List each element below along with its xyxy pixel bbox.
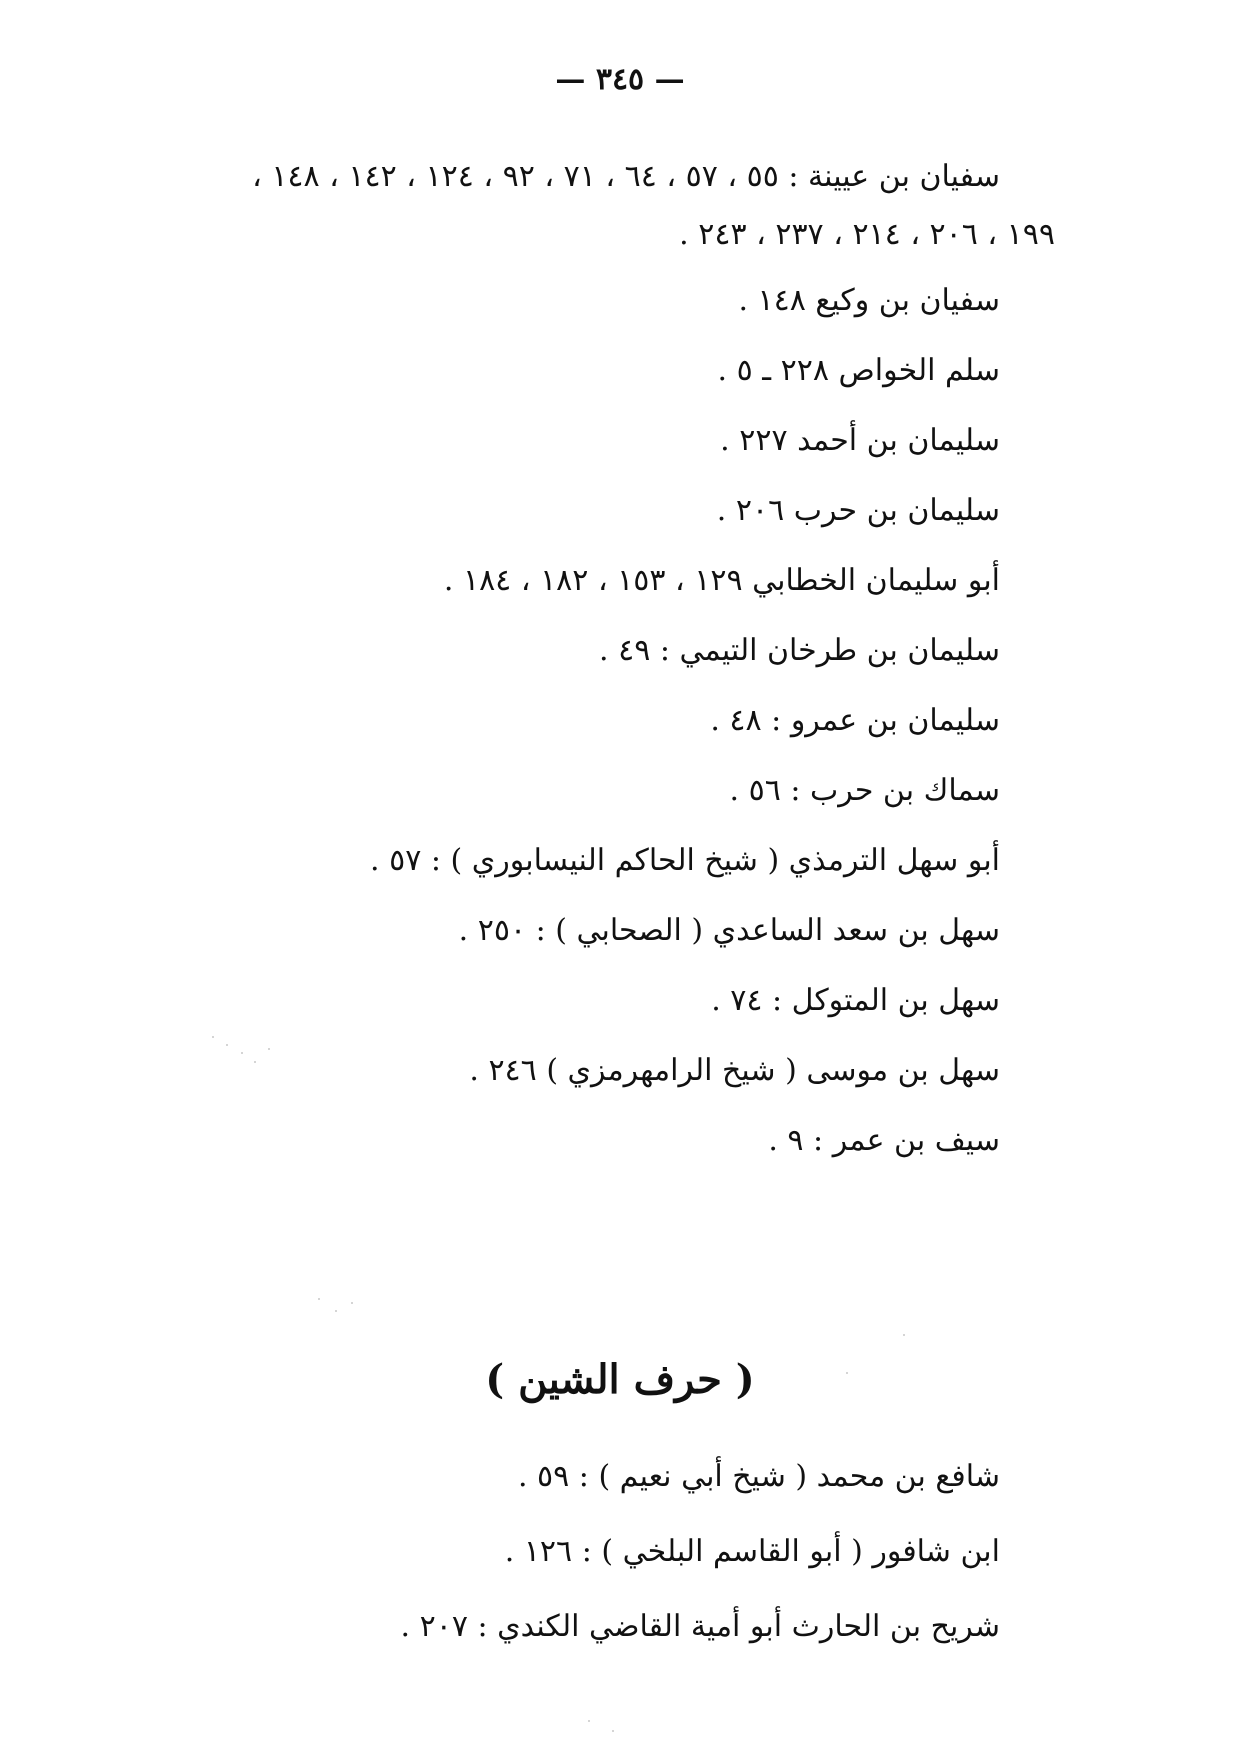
scan-speck: [254, 1061, 256, 1063]
index-entry: أبو سهل الترمذي ( شيخ الحاكم النيسابوري ) : ٥٧ .: [370, 843, 1000, 878]
index-entry: سلم الخواص ٢٢٨ ـ ٥ .: [717, 353, 1000, 388]
index-entry: سليمان بن عمرو : ٤٨ .: [710, 703, 1000, 738]
scan-speck: [612, 1730, 614, 1732]
scan-speck: [846, 1372, 848, 1374]
scan-speck: [318, 1298, 320, 1300]
index-entry-continuation: ١٩٩ ، ٢٠٦ ، ٢١٤ ، ٢٣٧ ، ٢٤٣ .: [679, 217, 1055, 252]
index-entry: سليمان بن أحمد ٢٢٧ .: [720, 423, 1000, 458]
scan-speck: [351, 1302, 353, 1304]
index-entry: سماك بن حرب : ٥٦ .: [729, 773, 1000, 808]
index-entry: أبو سليمان الخطابي ١٢٩ ، ١٥٣ ، ١٨٢ ، ١٨٤ .: [443, 563, 1000, 598]
scan-speck: [903, 1334, 905, 1336]
index-entry: سهل بن موسى ( شيخ الرامهرمزي ) ٢٤٦ .: [469, 1053, 1000, 1088]
scan-speck: [268, 1048, 270, 1050]
index-entry: ابن شافور ( أبو القاسم البلخي ) : ١٢٦ .: [504, 1534, 1000, 1569]
index-entry: سهل بن سعد الساعدي ( الصحابي ) : ٢٥٠ .: [458, 913, 1000, 948]
scan-speck: [226, 1044, 228, 1046]
index-entry: سليمان بن حرب ٢٠٦ .: [716, 493, 1000, 528]
index-entry: شافع بن محمد ( شيخ أبي نعيم ) : ٥٩ .: [517, 1459, 1000, 1494]
index-entry: سيف بن عمر : ٩ .: [768, 1123, 1000, 1158]
scan-speck: [212, 1036, 214, 1038]
section-heading: ( حرف الشين ): [485, 1356, 755, 1403]
index-entry: سفيان بن عيينة : ٥٥ ، ٥٧ ، ٦٤ ، ٧١ ، ٩٢ ، ١٢٤ ، ١٤٢ ، ١٤٨ ،: [252, 159, 1000, 194]
index-entry: شريح بن الحارث أبو أمية القاضي الكندي : ٢٠٧ .: [400, 1609, 1000, 1644]
index-entry: سفيان بن وكيع ١٤٨ .: [738, 283, 1000, 318]
page-number: — ٣٤٥ —: [555, 62, 685, 97]
index-entry: سهل بن المتوكل : ٧٤ .: [711, 983, 1000, 1018]
scan-speck: [335, 1310, 337, 1312]
scan-speck: [241, 1052, 243, 1054]
index-entry: سليمان بن طرخان التيمي : ٤٩ .: [599, 633, 1000, 668]
scan-speck: [588, 1720, 590, 1722]
